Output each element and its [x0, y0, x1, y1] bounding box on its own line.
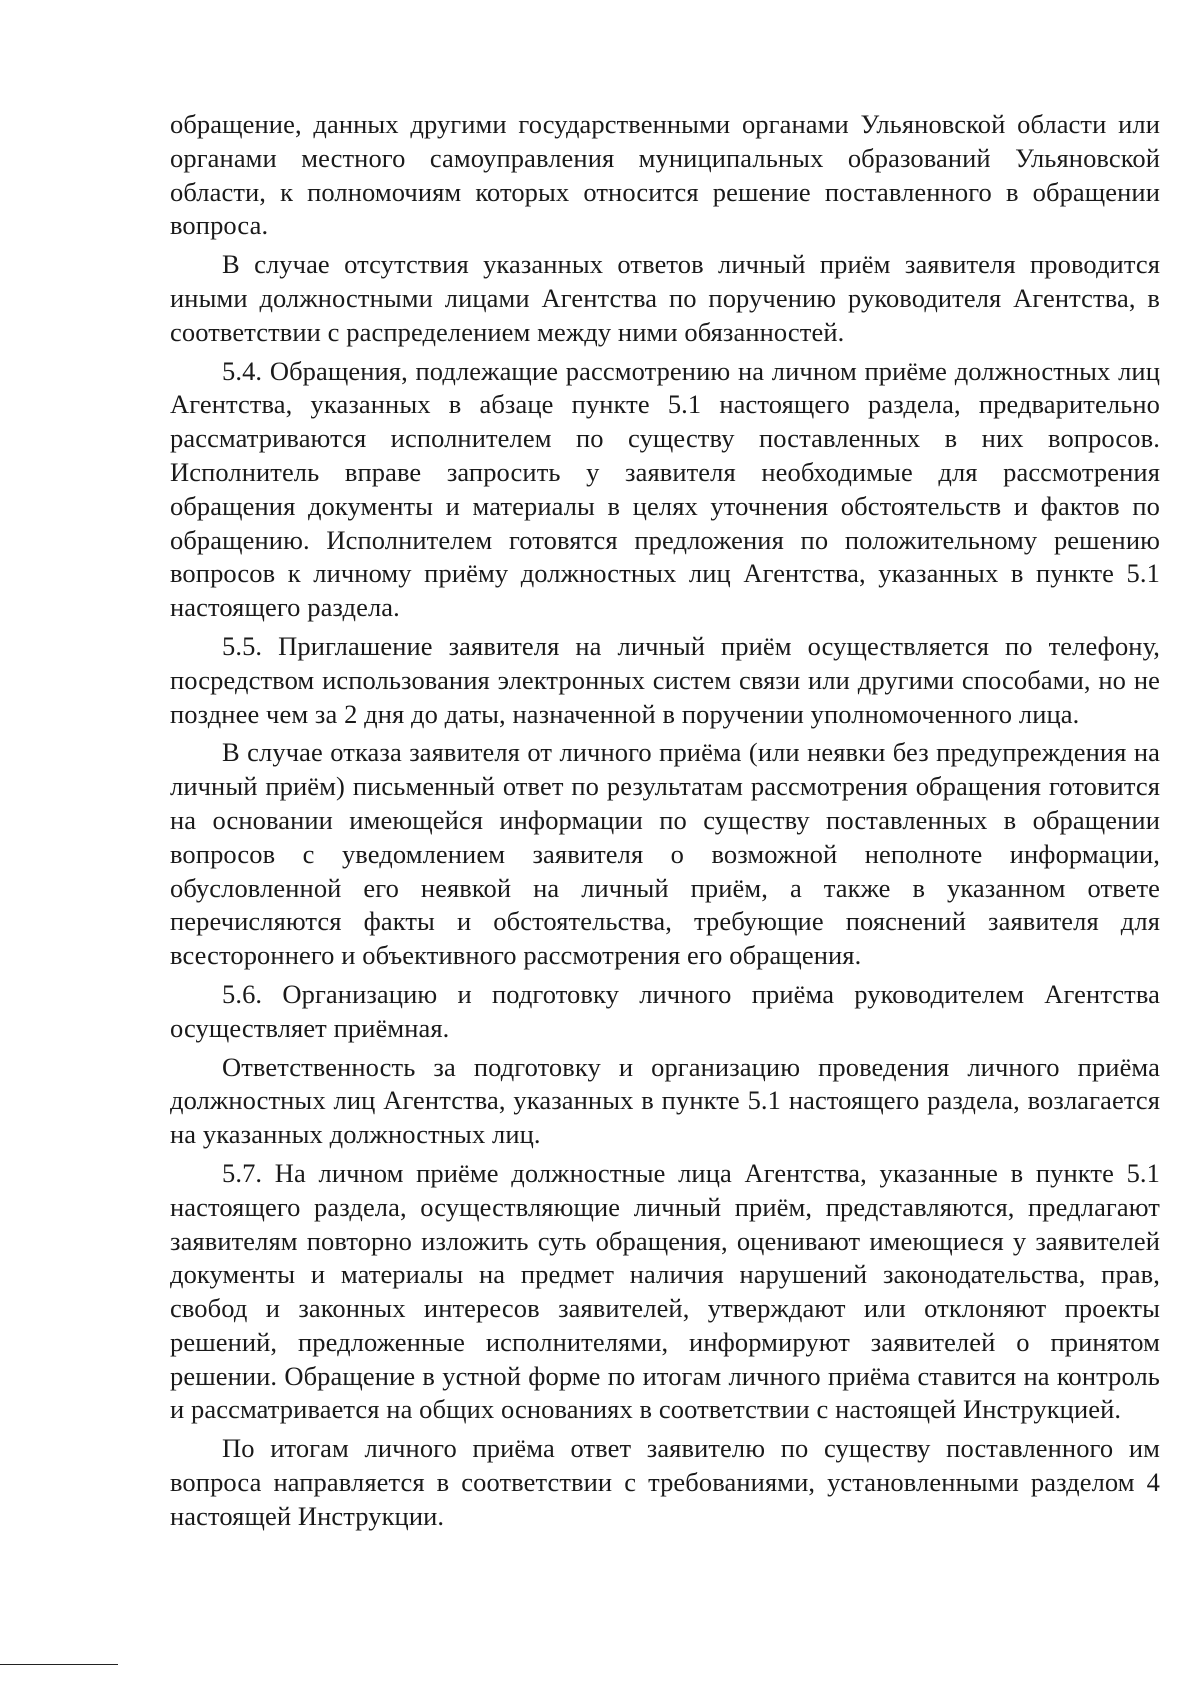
paragraph-final-answer: По итогам личного приёма ответ заявителю по существу поставленного им вопроса направляется в соответствии с требованиями, установленными разделом 4 настоящей Инструкции. [170, 1433, 1160, 1531]
paragraph-5-7: 5.7. На личном приёме должностные лица Агентства, указанные в пункте 5.1 настоящего раздела, осуществляющие личный приём, представляются, предлагают заявителям повторно изложить суть обращения, оценивают имеющиеся у заявителей документы и материалы на предмет наличия нарушений законодательства, прав, свобод и законных интересов заявителей, утверждают или отклоняют проекты решений, предложенные исполнителями, информируют заявителей о принятом решении. Обращение в устной форме по итогам личного приёма ставится на контроль и рассматривается на общих основаниях в соответствии с настоящей Инструкцией. [170, 1157, 1160, 1425]
paragraph-responsibility: Ответственность за подготовку и организацию проведения личного приёма должностных лиц Агентства, указанных в пункте 5.1 настоящего раздела, возлагается на указанных должностных лиц. [170, 1051, 1160, 1150]
paragraph-absence-of-answers: В случае отсутствия указанных ответов личный приём заявителя проводится иными должностными лицами Агентства по поручению руководителя Агентства, в соответствии с распределением между ними обязанностей. [170, 249, 1160, 347]
paragraph-5-6: 5.6. Организацию и подготовку личного приёма руководителем Агентства осуществляет приёмная. [170, 978, 1160, 1043]
paragraph-5-4: 5.4. Обращения, подлежащие рассмотрению на личном приёме должностных лиц Агентства, указанных в абзаце пункте 5.1 настоящего раздела, предварительно рассматриваются исполнителем по существу поставленных в них вопросов. Исполнитель вправе запросить у заявителя необходимые для рассмотрения обращения документы и материалы в целях уточнения обстоятельств и фактов по обращению. Исполнителем готовятся предложения по положительному решению вопросов к личному приёму должностных лиц Агентства, указанных в пункте 5.1 настоящего раздела. [170, 355, 1160, 623]
paragraph-refusal-case: В случае отказа заявителя от личного приёма (или неявки без предупреждения на личный приём) письменный ответ по результатам рассмотрения обращения готовится на основании имеющейся информации по существу поставленных в обращении вопросов с уведомлением заявителя о возможной неполноте информации, обусловленной его неявкой на личный приём, а также в указанном ответе перечисляются факты и обстоятельства, требующие пояснений заявителя для всестороннего и объективного рассмотрения его обращения. [170, 737, 1160, 971]
paragraph-continuation: обращение, данных другими государственными органами Ульяновской области или органами местного самоуправления муниципальных образований Ульяновской области, к полномочиям которых относится решение поставленного в обращении вопроса. [170, 109, 1160, 241]
footer-divider [0, 1664, 118, 1665]
paragraph-5-5: 5.5. Приглашение заявителя на личный приём осуществляется по телефону, посредством использования электронных систем связи или другими способами, но не позднее чем за 2 дня до даты, назначенной в поручении уполномоченного лица. [170, 630, 1160, 729]
document-body [170, 108, 1160, 1539]
